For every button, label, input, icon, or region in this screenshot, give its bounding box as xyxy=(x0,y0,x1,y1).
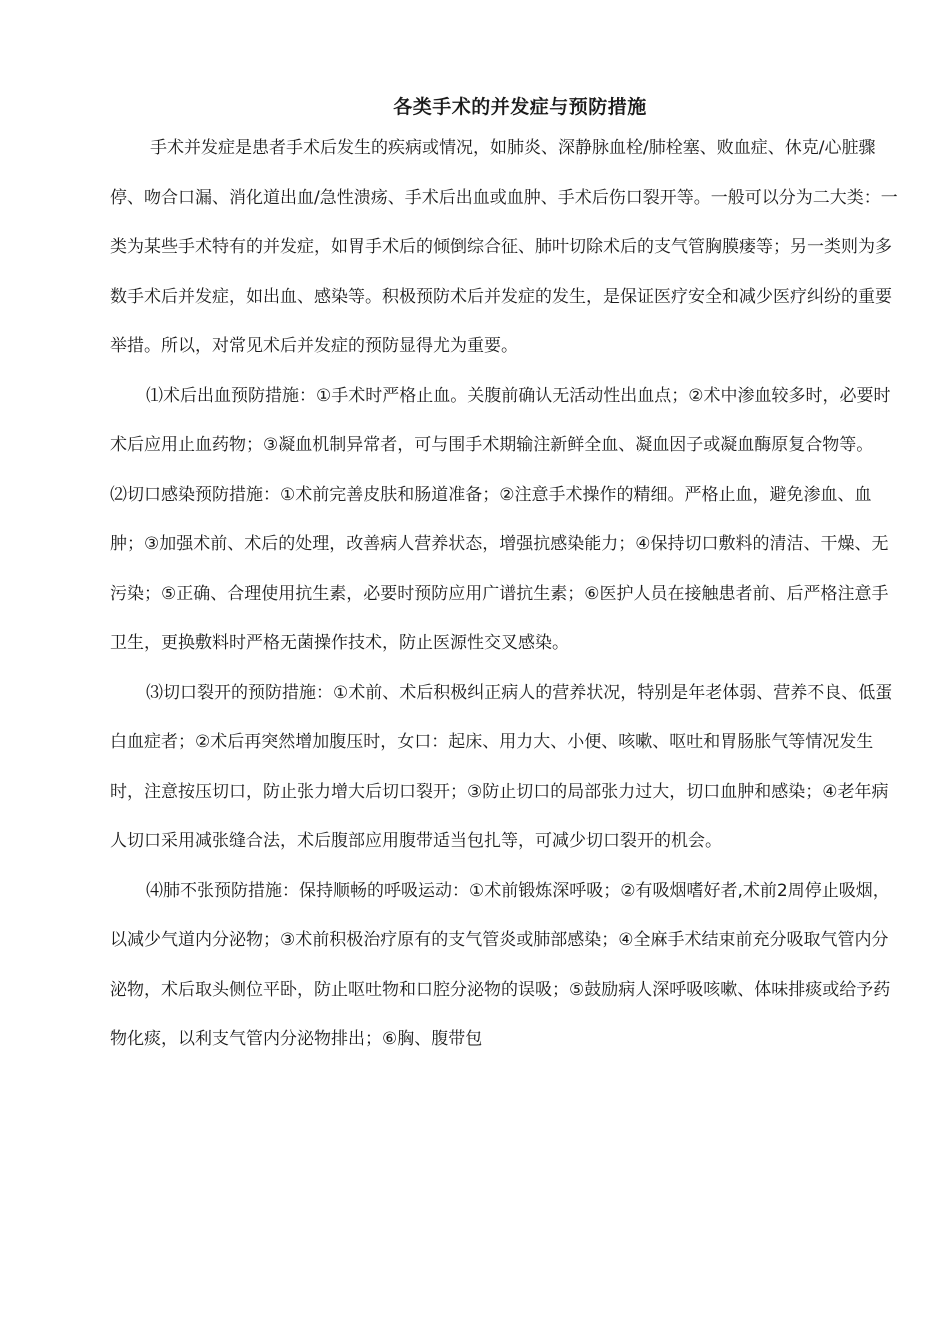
bleeding-prevention-paragraph: ⑴术后出血预防措施：①手术时严格止血。关腹前确认无活动性出血点；②术中渗血较多时，必要时术后应用止血药物；③凝血机制异常者，可与围手术期输注新鲜全血、凝血因子或凝血酶原复合物等。 xyxy=(110,385,891,455)
intro-paragraph: 手术并发症是患者手术后发生的疾病或情况，如肺炎、深静脉血栓/肺栓塞、败血症、休克/心脏骤停、吻合口漏、消化道出血/急性溃疡、手术后出血或血肿、手术后伤口裂开等。一般可以分为二大类：一类为某些手术特有的并发症，如胃手术后的倾倒综合征、肺叶切除术后的支气管胸膜瘘等；另一类则为多数手术后并发症，如出血、感染等。积极预防术后并发症的发生，是保证医疗安全和减少医疗纠纷的重要举措。所以，对常见术后并发症的预防显得尤为重要。 xyxy=(110,138,898,356)
document-title: 各类手术的并发症与预防措施 xyxy=(393,96,647,118)
document-page xyxy=(110,92,900,1065)
atelectasis-paragraph: ⑷肺不张预防措施：保持顺畅的呼吸运动：①术前锻炼深呼吸；②有吸烟嗜好者,术前2周停止吸烟，以减少气道内分泌物；③术前积极治疗原有的支气管炎或肺部感染；④全麻手术结束前充分吸取气管内分泌物，术后取头侧位平卧，防止呕吐物和口腔分泌物的误吸；⑤鼓励病人深呼吸咳嗽、体味排痰或给予药物化痰，以利支气管内分泌物排出；⑥胸、腹带包 xyxy=(110,880,891,1049)
incision-infection-paragraph: ⑵切口感染预防措施：①术前完善皮肤和肠道准备；②注意手术操作的精细。严格止血，避免渗血、血肿；③加强术前、术后的处理，改善病人营养状态，增强抗感染能力；④保持切口敷料的清洁、干燥、无污染；⑤正确、合理使用抗生素，必要时预防应用广谱抗生素；⑥医护人员在接触患者前、后严格注意手卫生，更换敷料时严格无菌操作技术，防止医源性交叉感染。 xyxy=(110,484,889,653)
incision-dehiscence-paragraph: ⑶切口裂开的预防措施：①术前、术后积极纠正病人的营养状况，特别是年老体弱、营养不良、低蛋白血症者；②术后再突然增加腹压时，女口：起床、用力大、小便、咳嗽、呕吐和胃肠胀气等情况发生时，注意按压切口，防止张力增大后切口裂开；③防止切口的局部张力过大，切口血肿和感染；④老年病人切口采用减张缝合法，术后腹部应用腹带适当包扎等，可减少切口裂开的机会。 xyxy=(110,682,893,851)
